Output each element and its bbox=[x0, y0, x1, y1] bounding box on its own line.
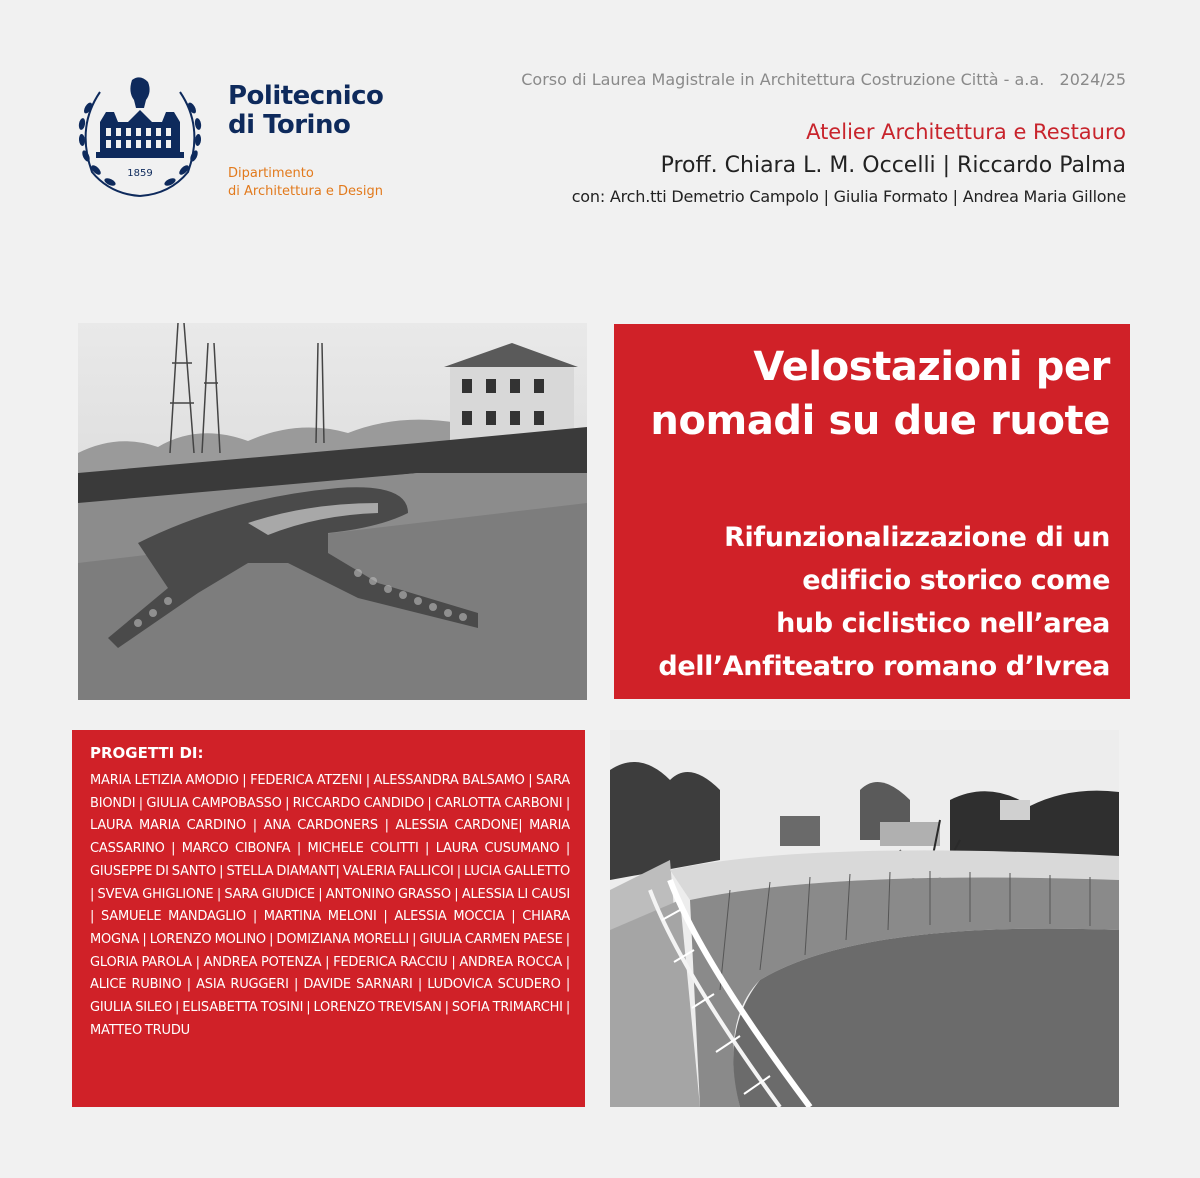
atelier-title: Atelier Architettura e Restauro bbox=[806, 120, 1126, 144]
projects-by-label: PROGETTI DI: bbox=[90, 744, 204, 762]
course-line: Corso di Laurea Magistrale in Architettura Costruzione Città - a.a. 2024/25 bbox=[521, 70, 1126, 89]
main-title bbox=[650, 340, 1110, 448]
department-name bbox=[228, 165, 383, 201]
excavation-photo bbox=[78, 323, 587, 700]
title-panel bbox=[614, 324, 1130, 699]
seal-year: 1859 bbox=[127, 168, 153, 179]
main-title-line2: nomadi su due ruote bbox=[650, 398, 1110, 444]
subtitle-line1: Rifunzionalizzazione di un bbox=[724, 522, 1110, 553]
department-line2: di Architettura e Design bbox=[228, 184, 383, 199]
students-list: MARIA LETIZIA AMODIO | FEDERICA ATZENI | ALESSANDRA BALSAMO | SARA BIONDI | GIULIA CAMPOBASSO | RICCARDO CANDIDO | CARLOTTA CARBONI | LAURA MARIA CARDINO | ANA CARDONERS | ALESSIA CARDONE| MARIA CASSARINO | MARCO CIBONFA | MICHELE COLITTI | LAURA CUSUMANO | GIUSEPPE DI SANTO | STELLA DIAMANT| VALERIA FALLICOI | LUCIA GALLETTO | SVEVA GHIGLIONE | SARA GIUDICE | ANTONINO GRASSO | ALESSIA LI CAUSI | SAMUELE MANDAGLIO | MARTINA MELONI | ALESSIA MOCCIA | CHIARA MOGNA | LORENZO MOLINO | DOMIZIANA MORELLI | GIULIA CARMEN PAESE | GLORIA PAROLA | ANDREA POTENZA | FEDERICA RACCIU | ANDREA ROCCA | ALICE RUBINO | ASIA RUGGERI | DAVIDE SARNARI | LUDOVICA SCUDERO | GIULIA SILEO | ELISABETTA TOSINI | LORENZO TREVISAN | SOFIA TRIMARCHI | MATTEO TRUDU bbox=[90, 773, 570, 1038]
university-name bbox=[228, 82, 383, 140]
students-panel bbox=[72, 730, 585, 1107]
subtitle-line2: edificio storico come bbox=[802, 565, 1110, 596]
collaborators-line: con: Arch.tti Demetrio Campolo | Giulia Formato | Andrea Maria Gillone bbox=[571, 187, 1126, 206]
professors-line: Proff. Chiara L. M. Occelli | Riccardo Palma bbox=[660, 153, 1126, 178]
amphitheatre-photo bbox=[610, 730, 1119, 1107]
department-line1: Dipartimento bbox=[228, 166, 314, 181]
main-title-line1: Velostazioni per bbox=[753, 344, 1110, 390]
university-name-line1: Politecnico bbox=[228, 81, 384, 111]
subtitle-line3: hub ciclistico nell’area bbox=[776, 608, 1110, 639]
politecnico-seal-logo bbox=[70, 72, 210, 202]
university-name-line2: di Torino bbox=[228, 110, 351, 140]
subtitle bbox=[658, 516, 1110, 688]
subtitle-line4: dell’Anfiteatro romano d’Ivrea bbox=[658, 651, 1110, 682]
